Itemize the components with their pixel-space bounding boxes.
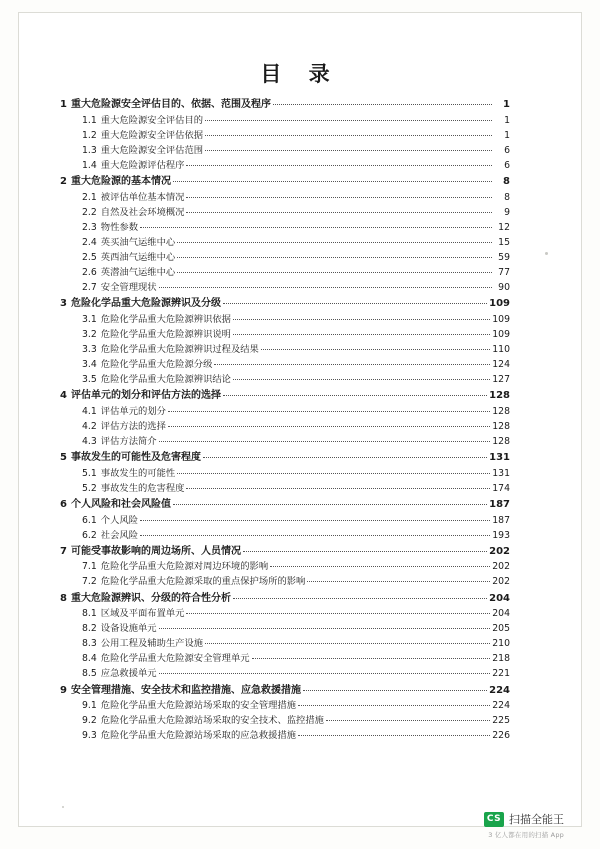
toc-leader-dots [273,96,492,105]
toc-entry-number: 9.2 [82,715,97,727]
toc-entry[interactable] [60,404,510,419]
toc-entry-number: 2 [60,175,67,187]
toc-entry-page: 204 [489,592,510,604]
toc-entry-number: 9.3 [82,730,97,742]
toc-entry[interactable] [60,591,510,607]
toc-entry-label: 危险化学品重大危险源辨识及分级 [70,298,221,310]
toc-leader-dots [177,465,490,474]
toc-leader-dots [298,697,490,706]
toc-leader-dots [205,142,492,151]
toc-entry-page: 205 [492,623,510,635]
toc-entry-page: 210 [492,638,510,650]
toc-entry-label: 设备设施单元 [100,623,157,635]
toc-entry[interactable] [60,713,510,728]
toc-entry[interactable] [60,698,510,713]
toc-entry-label: 被评估单位基本情况 [100,191,185,203]
toc-entry[interactable] [60,220,510,235]
toc-entry-page: 204 [492,608,510,620]
toc-entry-page: 128 [492,436,510,448]
toc-entry-number: 1.1 [82,114,97,126]
toc-entry[interactable] [60,450,510,466]
toc-entry-number: 3.3 [82,344,97,355]
toc-entry-page: 9 [504,206,510,218]
toc-entry-label: 事故发生的可能性 [100,467,176,479]
toc-entry[interactable] [60,419,510,434]
toc-entry[interactable] [60,342,510,357]
toc-leader-dots [186,189,492,198]
toc-entry-number: 2.4 [82,236,97,248]
toc-entry-page: 90 [498,282,510,294]
toc-entry-label: 事故发生的危害程度 [100,482,185,494]
toc-entry-label: 重大危险源安全评估目的、依据、范围及程序 [70,99,271,110]
toc-entry-page: 202 [492,576,510,588]
toc-entry-number: 3.4 [82,359,97,371]
toc-entry-label: 危险化学品重大危险源安全管理单元 [100,653,250,665]
toc-entry-number: 4.2 [82,420,97,432]
toc-entry-label: 安全管理措施、安全技术和监控措施、应急救援措施 [70,684,301,696]
toc-entry-page: 1 [503,99,510,110]
toc-entry[interactable] [60,250,510,265]
toc-entry[interactable] [60,296,510,312]
toc-entry-page: 225 [492,715,510,727]
toc-entry-page: 59 [498,251,510,263]
scan-speck [545,252,548,255]
toc-entry-page: 221 [492,668,510,680]
page-title: 目 录 [260,61,340,86]
toc-leader-dots [233,371,490,380]
toc-entry-number: 3.1 [82,313,97,325]
toc-entry[interactable] [60,158,510,173]
toc-leader-dots [173,496,487,505]
toc-entry-label: 英西油气运维中心 [100,251,176,263]
toc-entry-number: 8.2 [82,623,97,635]
toc-entry-number: 5.2 [82,482,97,494]
toc-entry-number: 3.2 [82,328,97,340]
toc-leader-dots [326,712,490,721]
toc-entry[interactable] [60,666,510,681]
toc-entry[interactable] [60,357,510,372]
toc-entry[interactable] [60,651,510,666]
table-of-contents [60,96,510,743]
toc-entry-label: 社会风险 [100,529,138,541]
toc-entry-number: 6.1 [82,514,97,526]
toc-entry-page: 128 [492,405,510,417]
toc-entry[interactable] [60,265,510,280]
toc-entry[interactable] [60,481,510,496]
toc-entry-page: 8 [504,191,510,203]
toc-entry[interactable] [60,544,510,560]
toc-leader-dots [298,727,490,736]
toc-entry-page: 12 [498,221,510,233]
toc-entry-label: 重大危险源的基本情况 [70,175,171,187]
toc-entry-number: 3.5 [82,374,97,386]
toc-entry-page: 226 [492,730,510,742]
toc-entry[interactable] [60,280,510,295]
toc-entry-label: 自然及社会环境概况 [100,206,185,218]
toc-entry[interactable] [60,327,510,342]
toc-entry-label: 重大危险源评估程序 [100,159,185,171]
toc-entry-number: 1.2 [82,129,97,141]
toc-entry-page: 109 [492,313,510,325]
toc-entry-label: 可能受事故影响的周边场所、人员情况 [70,545,241,557]
toc-entry-page: 193 [492,529,510,541]
toc-entry-label: 公用工程及辅助生产设施 [100,638,204,650]
toc-leader-dots [140,219,492,228]
toc-entry[interactable] [60,235,510,250]
toc-entry-page: 109 [489,298,510,310]
toc-entry-label: 英潜油气运维中心 [100,267,176,279]
toc-entry-label: 重大危险源安全评估目的 [100,114,204,126]
toc-entry[interactable] [60,113,510,128]
toc-entry-label: 危险化学品重大危险源分级 [100,359,213,371]
toc-entry-page: 224 [492,700,510,712]
toc-entry-page: 6 [504,144,510,156]
toc-entry-label: 危险化学品重大危险源辨识说明 [100,328,231,340]
toc-entry-number: 8 [60,592,67,604]
toc-entry[interactable] [60,466,510,481]
toc-leader-dots [168,403,490,412]
toc-leader-dots [173,173,492,182]
toc-entry-number: 2.7 [82,282,97,294]
toc-entry-label: 事故发生的可能性及危害程度 [70,452,201,464]
toc-leader-dots [233,311,490,320]
toc-entry-number: 7 [60,545,67,557]
toc-leader-dots [243,543,487,552]
toc-entry-page: 77 [498,267,510,279]
toc-leader-dots [270,558,490,567]
toc-entry-number: 9 [60,684,67,696]
toc-leader-dots [223,295,487,304]
toc-entry-number: 2.3 [82,221,97,233]
toc-entry[interactable] [60,528,510,543]
toc-leader-dots [205,635,490,644]
toc-entry-page: 109 [492,328,510,340]
toc-entry-page: 128 [489,390,510,402]
toc-entry-page: 124 [492,359,510,371]
toc-entry[interactable] [60,559,510,574]
toc-leader-dots [214,356,490,365]
toc-entry[interactable] [60,143,510,158]
toc-leader-dots [252,650,491,659]
toc-entry[interactable] [60,312,510,327]
toc-entry-page: 174 [492,482,510,494]
toc-entry-label: 危险化学品重大危险源对周边环境的影响 [100,561,269,573]
toc-entry-page: 202 [489,545,510,557]
toc-entry-label: 评估单元的划分和评估方法的选择 [70,390,221,402]
toc-leader-dots [177,264,492,273]
toc-entry-number: 7.2 [82,576,97,588]
toc-entry[interactable] [60,636,510,651]
scan-speck [62,806,64,808]
toc-entry-page: 6 [504,159,510,171]
toc-entry-number: 9.1 [82,700,97,712]
toc-leader-dots [177,249,492,258]
toc-entry-label: 危险化学品重大危险源辨识依据 [100,313,231,325]
toc-entry-label: 安全管理现状 [100,282,157,294]
toc-entry-number: 1 [60,99,67,110]
toc-entry-number: 1.4 [82,159,97,171]
watermark-subtitle: 3 亿人都在用的扫描 App [488,831,564,839]
camscanner-logo-icon: CS [484,812,504,827]
toc-entry[interactable] [60,190,510,205]
toc-entry[interactable] [60,513,510,528]
toc-entry-number: 8.3 [82,638,97,650]
toc-entry-page: 131 [492,467,510,479]
toc-entry-number: 4 [60,390,67,402]
toc-entry-page: 15 [498,236,510,248]
toc-leader-dots [186,157,492,166]
toc-entry-number: 4.1 [82,405,97,417]
toc-entry-label: 危险化学品重大危险源站场采取的应急救援措施 [100,730,297,742]
toc-entry-page: 224 [489,684,510,696]
toc-entry-number: 6.2 [82,529,97,541]
toc-entry[interactable] [60,683,510,699]
toc-entry-label: 个人风险和社会风险值 [70,498,171,510]
toc-entry[interactable] [60,97,510,113]
toc-entry-label: 应急救援单元 [100,668,157,680]
toc-entry[interactable] [60,205,510,220]
toc-leader-dots [261,341,490,350]
toc-entry-page: 1 [504,114,510,126]
toc-entry-page: 218 [492,653,510,665]
toc-entry-label: 评估方法简介 [100,436,157,448]
toc-leader-dots [186,204,492,213]
toc-entry-number: 2.6 [82,267,97,279]
toc-leader-dots [205,127,492,136]
watermark-name: 扫描全能王 [509,813,564,826]
toc-entry[interactable] [60,128,510,143]
toc-entry-number: 5 [60,452,67,464]
toc-entry-number: 7.1 [82,561,97,573]
toc-entry-page: 187 [489,498,510,510]
toc-leader-dots [140,512,490,521]
toc-entry-number: 2.1 [82,191,97,203]
toc-leader-dots [177,234,492,243]
toc-leader-dots [186,480,490,489]
toc-entry-label: 危险化学品重大危险源辨识结论 [100,374,231,386]
toc-leader-dots [233,590,487,599]
toc-entry-label: 重大危险源安全评估范围 [100,144,204,156]
toc-leader-dots [168,418,490,427]
toc-entry-label: 英买油气运维中心 [100,236,176,248]
toc-entry-number: 1.3 [82,144,97,156]
toc-entry[interactable] [60,434,510,449]
toc-entry-label: 区域及平面布置单元 [100,608,185,620]
toc-entry[interactable] [60,621,510,636]
toc-entry-page: 8 [503,175,510,187]
toc-entry-number: 8.5 [82,668,97,680]
toc-entry-page: 128 [492,420,510,432]
toc-entry[interactable] [60,372,510,387]
toc-leader-dots [205,112,492,121]
toc-entry-number: 8.1 [82,608,97,620]
toc-entry-label: 危险化学品重大危险源站场采取的安全技术、监控措施 [100,715,324,727]
toc-leader-dots [159,620,491,629]
toc-entry-label: 物性参数 [100,221,138,233]
toc-entry-page: 131 [489,452,510,464]
toc-entry-label: 重大危险源辨识、分级的符合性分析 [70,592,231,604]
toc-entry-number: 2.5 [82,251,97,263]
toc-entry-label: 评估方法的选择 [100,420,166,432]
toc-entry-label: 危险化学品重大危险源辨识过程及结果 [100,344,259,355]
toc-entry[interactable] [60,388,510,404]
toc-entry-number: 3 [60,298,67,310]
toc-entry-page: 202 [492,561,510,573]
toc-entry[interactable] [60,174,510,190]
toc-entry-label: 评估单元的划分 [100,405,166,417]
toc-leader-dots [223,387,487,396]
toc-leader-dots [159,433,491,442]
toc-leader-dots [307,573,490,582]
toc-entry[interactable] [60,574,510,589]
toc-entry-label: 危险化学品重大危险源采取的重点保护场所的影响 [100,576,306,588]
toc-entry-page: 1 [504,129,510,141]
toc-entry-number: 2.2 [82,206,97,218]
toc-entry-label: 重大危险源安全评估依据 [100,129,204,141]
toc-entry-page: 110 [492,344,510,355]
toc-leader-dots [233,326,490,335]
watermark-brand [484,811,564,827]
toc-leader-dots [140,527,490,536]
toc-entry-page: 187 [492,514,510,526]
toc-entry-label: 危险化学品重大危险源站场采取的安全管理措施 [100,700,297,712]
toc-entry[interactable] [60,497,510,513]
toc-entry-number: 8.4 [82,653,97,665]
toc-leader-dots [159,279,492,288]
toc-entry-page: 127 [492,374,510,386]
toc-entry[interactable] [60,728,510,743]
toc-leader-dots [303,682,487,691]
toc-entry-number: 5.1 [82,467,97,479]
toc-leader-dots [159,665,491,674]
toc-entry-label: 个人风险 [100,514,138,526]
toc-leader-dots [203,449,487,458]
toc-entry[interactable] [60,606,510,621]
toc-leader-dots [186,605,490,614]
toc-entry-number: 6 [60,498,67,510]
toc-entry-number: 4.3 [82,436,97,448]
